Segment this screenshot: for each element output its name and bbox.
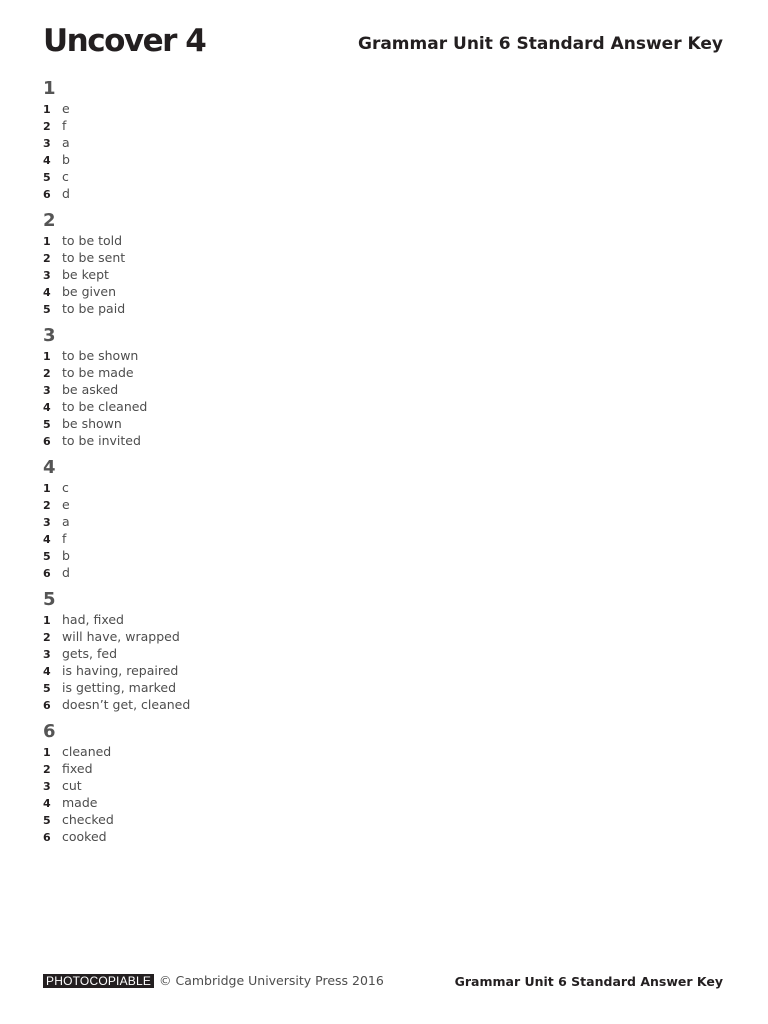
- item-answer: is having, repaired: [62, 663, 179, 678]
- answer-item: [43, 283, 443, 300]
- section-number: 6: [43, 721, 56, 742]
- item-answer: to be paid: [62, 301, 126, 316]
- item-answer: be given: [62, 284, 117, 299]
- item-number: 6: [43, 699, 51, 712]
- answer-item: [43, 628, 443, 645]
- item-number: 2: [43, 763, 51, 776]
- item-answer: made: [62, 795, 98, 810]
- answer-item: [43, 547, 443, 564]
- answer-item: [43, 496, 443, 513]
- answer-item: [43, 564, 443, 581]
- item-number: 1: [43, 482, 51, 495]
- answer-sections: [43, 78, 443, 853]
- answer-item: [43, 266, 443, 283]
- item-number: 5: [43, 550, 51, 563]
- footer-title: Grammar Unit 6 Standard Answer Key: [454, 974, 723, 989]
- item-answer: be asked: [62, 382, 119, 397]
- copyright-notice: © Cambridge University Press 2016: [159, 973, 384, 988]
- answer-item: [43, 300, 443, 317]
- answer-item: [43, 794, 443, 811]
- footer: [43, 973, 723, 989]
- photocopiable-badge: PHOTOCOPIABLE: [43, 974, 154, 988]
- item-number: 4: [43, 665, 51, 678]
- item-number: 5: [43, 814, 51, 827]
- answer-item: [43, 168, 443, 185]
- item-number: 4: [43, 401, 51, 414]
- item-answer: d: [62, 186, 70, 201]
- item-number: 2: [43, 631, 51, 644]
- item-answer: had, fixed: [62, 612, 124, 627]
- item-number: 2: [43, 499, 51, 512]
- item-number: 1: [43, 614, 51, 627]
- answer-section: [43, 457, 443, 581]
- item-answer: to be sent: [62, 250, 126, 265]
- section-number: 5: [43, 589, 56, 610]
- item-number: 6: [43, 435, 51, 448]
- item-number: 2: [43, 120, 51, 133]
- item-number: 5: [43, 303, 51, 316]
- answer-item: [43, 696, 443, 713]
- item-answer: gets, fed: [62, 646, 118, 661]
- item-answer: b: [62, 548, 70, 563]
- answer-item: [43, 513, 443, 530]
- item-number: 6: [43, 188, 51, 201]
- answer-item: [43, 679, 443, 696]
- item-answer: b: [62, 152, 70, 167]
- item-answer: a: [62, 135, 70, 150]
- item-number: 6: [43, 831, 51, 844]
- item-answer: be kept: [62, 267, 109, 282]
- answer-item: [43, 828, 443, 845]
- item-number: 1: [43, 235, 51, 248]
- logo: Uncover 4: [43, 23, 206, 59]
- item-answer: d: [62, 565, 70, 580]
- answer-item: [43, 117, 443, 134]
- item-answer: c: [62, 480, 69, 495]
- item-answer: to be cleaned: [62, 399, 148, 414]
- item-number: 1: [43, 103, 51, 116]
- answer-item: [43, 662, 443, 679]
- answer-item: [43, 743, 443, 760]
- answer-item: [43, 185, 443, 202]
- answer-item: [43, 232, 443, 249]
- item-answer: to be told: [62, 233, 123, 248]
- item-number: 5: [43, 418, 51, 431]
- section-number: 2: [43, 210, 56, 231]
- answer-item: [43, 777, 443, 794]
- answer-section: [43, 589, 443, 713]
- item-number: 5: [43, 171, 51, 184]
- item-number: 3: [43, 780, 51, 793]
- item-number: 2: [43, 252, 51, 265]
- item-answer: will have, wrapped: [62, 629, 180, 644]
- item-answer: cut: [62, 778, 82, 793]
- answer-item: [43, 381, 443, 398]
- item-answer: checked: [62, 812, 114, 827]
- answer-item: [43, 134, 443, 151]
- item-answer: f: [62, 531, 67, 546]
- item-number: 4: [43, 286, 51, 299]
- answer-section: [43, 721, 443, 845]
- answer-section: [43, 325, 443, 449]
- page-title: Grammar Unit 6 Standard Answer Key: [358, 34, 723, 54]
- item-number: 1: [43, 350, 51, 363]
- answer-item: [43, 479, 443, 496]
- answer-item: [43, 151, 443, 168]
- item-answer: cooked: [62, 829, 107, 844]
- item-number: 4: [43, 797, 51, 810]
- answer-item: [43, 249, 443, 266]
- item-answer: c: [62, 169, 69, 184]
- answer-item: [43, 398, 443, 415]
- answer-item: [43, 100, 443, 117]
- item-number: 3: [43, 269, 51, 282]
- answer-item: [43, 415, 443, 432]
- item-number: 3: [43, 137, 51, 150]
- item-number: 1: [43, 746, 51, 759]
- item-answer: be shown: [62, 416, 122, 431]
- answer-item: [43, 645, 443, 662]
- item-answer: to be invited: [62, 433, 141, 448]
- item-number: 4: [43, 533, 51, 546]
- answer-item: [43, 347, 443, 364]
- answer-item: [43, 530, 443, 547]
- item-answer: e: [62, 101, 70, 116]
- item-answer: e: [62, 497, 70, 512]
- item-number: 2: [43, 367, 51, 380]
- section-number: 4: [43, 457, 56, 478]
- item-answer: a: [62, 514, 70, 529]
- item-answer: doesn’t get, cleaned: [62, 697, 191, 712]
- item-number: 3: [43, 648, 51, 661]
- answer-item: [43, 364, 443, 381]
- answer-item: [43, 760, 443, 777]
- answer-section: [43, 78, 443, 202]
- answer-item: [43, 811, 443, 828]
- item-answer: to be shown: [62, 348, 139, 363]
- item-answer: is getting, marked: [62, 680, 177, 695]
- item-answer: to be made: [62, 365, 134, 380]
- answer-item: [43, 611, 443, 628]
- item-number: 4: [43, 154, 51, 167]
- item-answer: cleaned: [62, 744, 112, 759]
- item-answer: f: [62, 118, 67, 133]
- item-number: 3: [43, 516, 51, 529]
- answer-item: [43, 432, 443, 449]
- item-number: 6: [43, 567, 51, 580]
- item-answer: fixed: [62, 761, 93, 776]
- section-number: 1: [43, 78, 56, 99]
- answer-section: [43, 210, 443, 317]
- section-number: 3: [43, 325, 56, 346]
- item-number: 5: [43, 682, 51, 695]
- item-number: 3: [43, 384, 51, 397]
